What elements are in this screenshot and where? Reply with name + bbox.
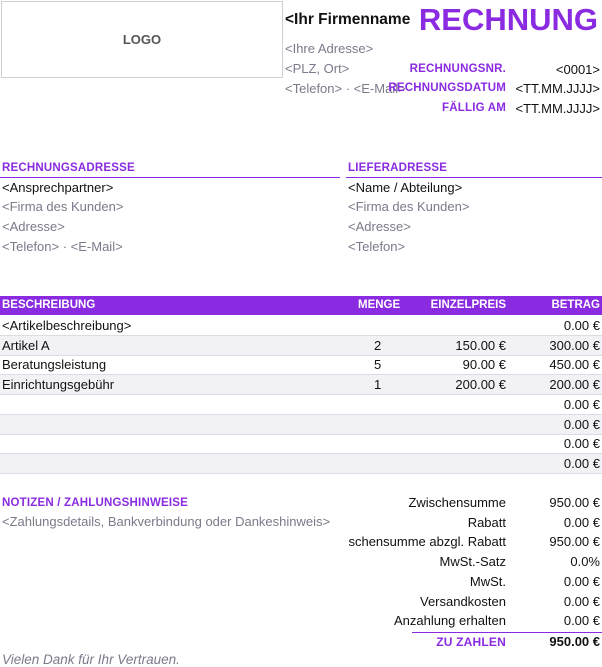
item-description: <Artikelbeschreibung> xyxy=(2,318,132,333)
totals-value: 950.00 € xyxy=(549,534,600,550)
item-quantity: 2 xyxy=(374,337,382,353)
item-amount: 450.00 € xyxy=(549,357,600,373)
item-amount: 0.00 € xyxy=(563,455,600,471)
company-address: <Ihre Adresse> xyxy=(285,41,374,56)
document-title: RECHNUNG xyxy=(418,2,598,37)
item-unit-price: 150.00 € xyxy=(455,337,506,353)
table-row xyxy=(0,395,602,415)
column-header-unit-price: EINZELPREIS xyxy=(430,299,506,311)
company-name: <Ihr Firmenname xyxy=(285,11,411,28)
billing-phone-email: <Telefon> · <E-Mail> xyxy=(2,239,123,254)
table-row xyxy=(0,434,602,454)
amount-due-label: ZU ZAHLEN xyxy=(436,635,506,649)
table-row xyxy=(0,454,602,474)
item-description: Artikel A xyxy=(2,337,50,353)
totals-value: 0.00 € xyxy=(563,514,600,530)
company-contact: <Telefon> · <E-Mail> xyxy=(285,81,406,96)
totals-value: 950.00 € xyxy=(549,495,600,510)
logo-placeholder xyxy=(1,1,283,78)
item-amount: 0.00 € xyxy=(563,318,600,333)
totals-value: 0.0% xyxy=(570,554,600,570)
item-amount: 0.00 € xyxy=(563,396,600,412)
due-rule xyxy=(412,632,602,633)
table-row xyxy=(0,375,602,395)
table-row xyxy=(0,336,602,356)
shipping-rule xyxy=(346,177,602,178)
column-header-amount: BETRAG xyxy=(551,299,600,311)
totals-label: Versandkosten xyxy=(419,593,506,609)
due-date-value: <TT.MM.JJJJ> xyxy=(515,101,600,116)
shipping-company: <Firma des Kunden> xyxy=(348,199,470,214)
totals-label: schensumme abzgl. Rabatt xyxy=(348,534,506,550)
invoice-number-label: RECHNUNGSNR. xyxy=(409,63,506,75)
item-unit-price: 90.00 € xyxy=(462,357,506,373)
totals-label: Zwischensumme xyxy=(408,495,506,510)
item-quantity: 1 xyxy=(374,377,382,393)
billing-heading: RECHNUNGSADRESSE xyxy=(2,162,135,174)
shipping-name: <Name / Abteilung> xyxy=(348,180,463,195)
due-date-label: FÄLLIG AM xyxy=(442,102,506,114)
totals-value: 0.00 € xyxy=(563,573,600,589)
billing-contact: <Ansprechpartner> xyxy=(2,180,114,195)
billing-company: <Firma des Kunden> xyxy=(2,199,124,214)
item-amount: 0.00 € xyxy=(563,436,600,452)
item-description: Einrichtungsgebühr xyxy=(2,377,115,393)
shipping-address: <Adresse> xyxy=(348,219,411,234)
totals-label: MwSt.-Satz xyxy=(439,554,506,570)
billing-address: <Adresse> xyxy=(2,219,65,234)
invoice-date-value: <TT.MM.JJJJ> xyxy=(515,81,600,96)
totals-label: Rabatt xyxy=(467,514,506,530)
company-city: <PLZ, Ort> xyxy=(285,61,350,76)
table-row xyxy=(0,355,602,375)
amount-due-value: 950.00 € xyxy=(549,634,600,649)
column-header-quantity: MENGE xyxy=(358,299,401,311)
notes-heading: NOTIZEN / ZAHLUNGSHINWEISE xyxy=(2,497,189,509)
totals-value: 0.00 € xyxy=(563,593,600,609)
shipping-heading: LIEFERADRESSE xyxy=(348,162,448,174)
totals-value: 0.00 € xyxy=(563,613,600,629)
item-unit-price: 200.00 € xyxy=(455,377,506,393)
column-header-description: BESCHREIBUNG xyxy=(2,299,96,311)
invoice-date-label: RECHNUNGSDATUM xyxy=(388,82,506,94)
billing-rule xyxy=(0,177,340,178)
item-quantity: 5 xyxy=(374,357,382,373)
item-amount: 200.00 € xyxy=(549,377,600,393)
item-amount: 300.00 € xyxy=(549,337,600,353)
notes-text: <Zahlungsdetails, Bankverbindung oder Dankeshinweis> xyxy=(2,514,331,529)
item-amount: 0.00 € xyxy=(563,416,600,432)
table-row xyxy=(0,415,602,435)
table-row xyxy=(0,316,602,336)
shipping-phone: <Telefon> xyxy=(348,239,406,254)
totals-label: Anzahlung erhalten xyxy=(393,613,506,629)
logo-text: LOGO xyxy=(122,32,162,47)
invoice-number-value: <0001> xyxy=(555,62,600,77)
thank-you-note: Vielen Dank für Ihr Vertrauen. xyxy=(2,652,180,667)
totals-label: MwSt. xyxy=(469,573,506,589)
item-description: Beratungsleistung xyxy=(2,357,107,373)
